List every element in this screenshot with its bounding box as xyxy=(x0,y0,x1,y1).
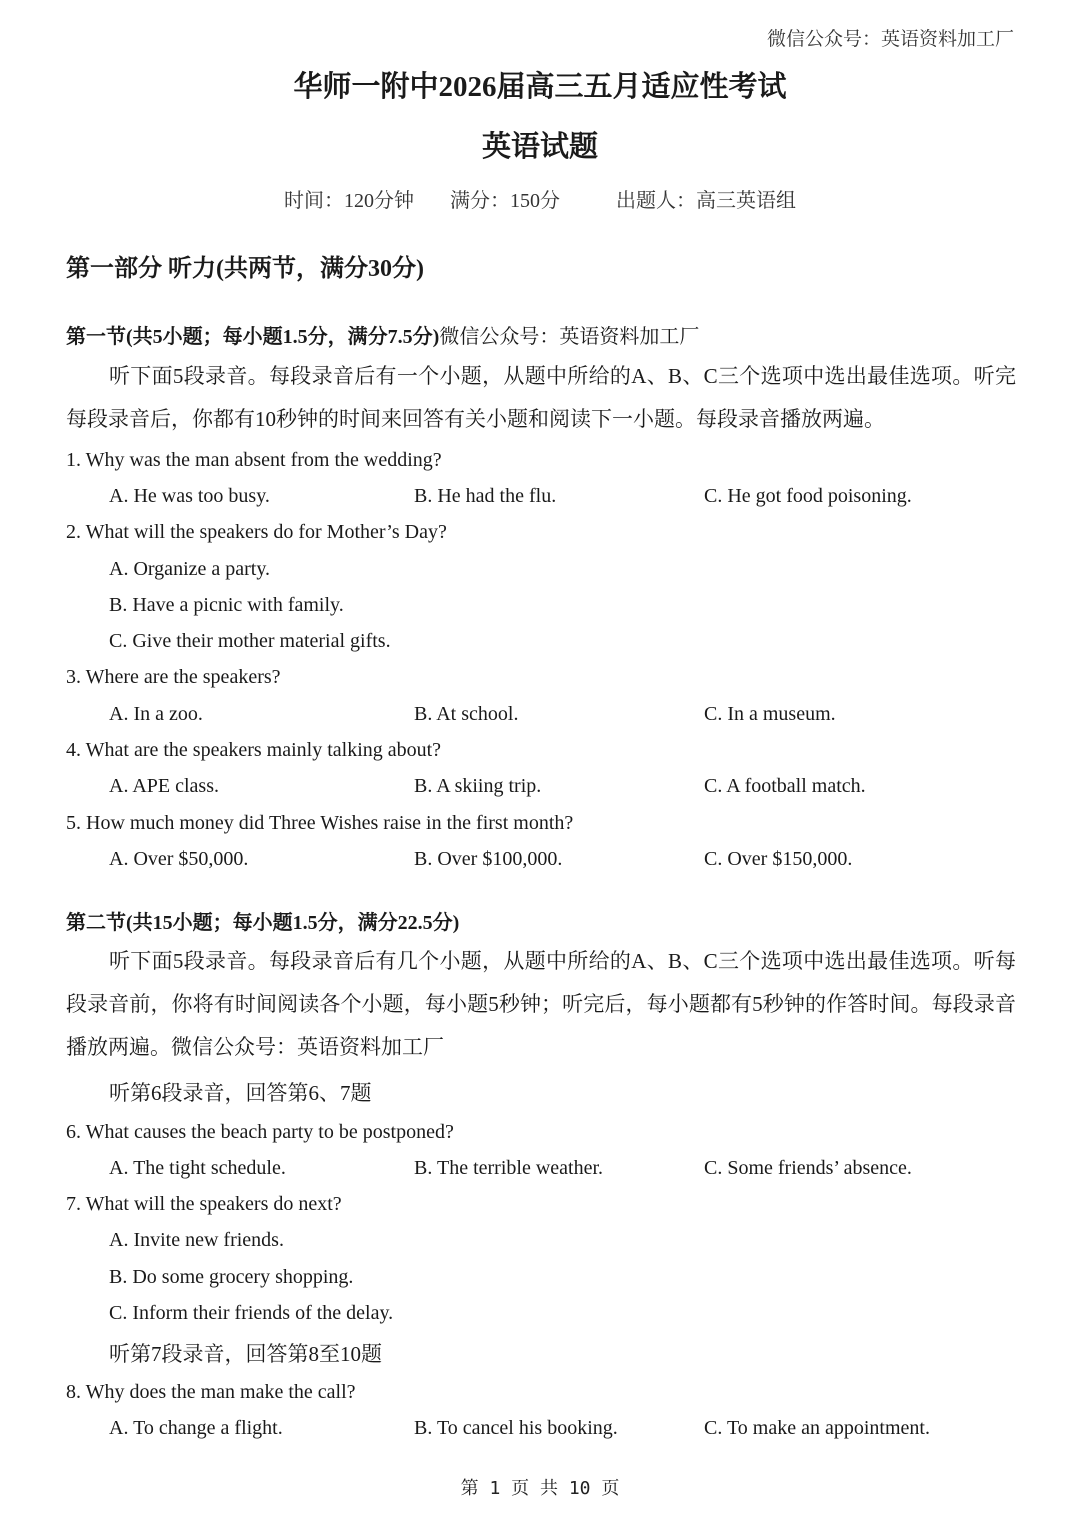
q6-option-c: C. Some friends’ absence. xyxy=(704,1157,912,1179)
exam-subtitle: 英语试题 xyxy=(481,131,598,163)
question-4: 4. What are the speakers mainly talking about? xyxy=(66,739,442,761)
q6-option-b: B. The terrible weather. xyxy=(414,1157,604,1179)
q5-option-b: B. Over $100,000. xyxy=(414,848,563,870)
q1-option-c: C. He got food poisoning. xyxy=(704,485,912,507)
audio-7-instruction: 听第7段录音，回答第8至10题 xyxy=(109,1342,382,1366)
q8-option-a: A. To change a flight. xyxy=(109,1417,283,1439)
question-2: 2. What will the speakers do for Mother’s Day? xyxy=(66,521,447,543)
q2-option-a: A. Organize a party. xyxy=(109,558,271,580)
q7-option-b: B. Do some grocery shopping. xyxy=(109,1266,354,1288)
q7-option-c: C. Inform their friends of the delay. xyxy=(109,1302,394,1324)
q3-option-c: C. In a museum. xyxy=(704,703,836,725)
exam-meta xyxy=(0,184,1080,213)
q8-option-b: B. To cancel his booking. xyxy=(414,1417,618,1439)
part1-heading: 第一部分 听力(共两节，满分30分) xyxy=(66,256,424,282)
exam-author: 出题人：高三英语组 xyxy=(616,190,796,212)
section2-instructions: 听下面5段录音。每段录音后有几个小题，从题中所给的A、B、C三个选项中选出最佳选项。听每段录音前，你将有时间阅读各个小题，每小题5秒钟；听完后，每小题都有5秒钟的作答时间。每段录音播放两遍。微信公众号：英语资料加工厂 xyxy=(66,949,1016,1059)
question-6: 6. What causes the beach party to be postponed? xyxy=(66,1121,454,1143)
exam-score: 满分：150分 xyxy=(450,190,560,212)
q1-option-b: B. He had the flu. xyxy=(414,485,557,507)
exam-time: 时间：120分钟 xyxy=(284,190,414,212)
q3-option-a: A. In a zoo. xyxy=(109,703,203,725)
q2-option-b: B. Have a picnic with family. xyxy=(109,594,344,616)
q4-option-c: C. A football match. xyxy=(704,775,866,797)
q7-option-a: A. Invite new friends. xyxy=(109,1229,284,1251)
section1-title: 第一节(共5小题；每小题1.5分，满分7.5分) xyxy=(66,326,440,348)
question-7: 7. What will the speakers do next? xyxy=(66,1193,342,1215)
section2-title: 第二节(共15小题；每小题1.5分，满分22.5分) xyxy=(66,912,460,934)
watermark-header: 微信公众号：英语资料加工厂 xyxy=(766,29,1014,50)
section1-instructions: 听下面5段录音。每段录音后有一个小题，从题中所给的A、B、C三个选项中选出最佳选项。听完每段录音后，你都有10秒钟的时间来回答有关小题和阅读下一小题。每段录音播放两遍。 xyxy=(66,364,1016,431)
q8-option-c: C. To make an appointment. xyxy=(704,1417,930,1439)
question-5: 5. How much money did Three Wishes raise in the first month? xyxy=(66,812,574,834)
q4-option-b: B. A skiing trip. xyxy=(414,775,542,797)
q1-option-a: A. He was too busy. xyxy=(109,485,270,507)
q5-option-c: C. Over $150,000. xyxy=(704,848,853,870)
question-1: 1. Why was the man absent from the wedding? xyxy=(66,449,442,471)
q5-option-a: A. Over $50,000. xyxy=(109,848,249,870)
q6-option-a: A. The tight schedule. xyxy=(109,1157,286,1179)
question-3: 3. Where are the speakers? xyxy=(66,666,281,688)
exam-title: 华师一附中2026届高三五月适应性考试 xyxy=(293,71,787,103)
section2-heading xyxy=(66,906,459,935)
section1-tag: 微信公众号：英语资料加工厂 xyxy=(439,326,700,348)
q3-option-b: B. At school. xyxy=(414,703,519,725)
page-number: 第 1 页 共 10 页 xyxy=(460,1478,620,1499)
question-8: 8. Why does the man make the call? xyxy=(66,1381,356,1403)
q4-option-a: A. APE class. xyxy=(109,775,219,797)
q2-option-c: C. Give their mother material gifts. xyxy=(109,630,391,652)
audio-6-instruction: 听第6段录音，回答第6、7题 xyxy=(109,1081,372,1105)
section1-heading xyxy=(66,320,699,349)
